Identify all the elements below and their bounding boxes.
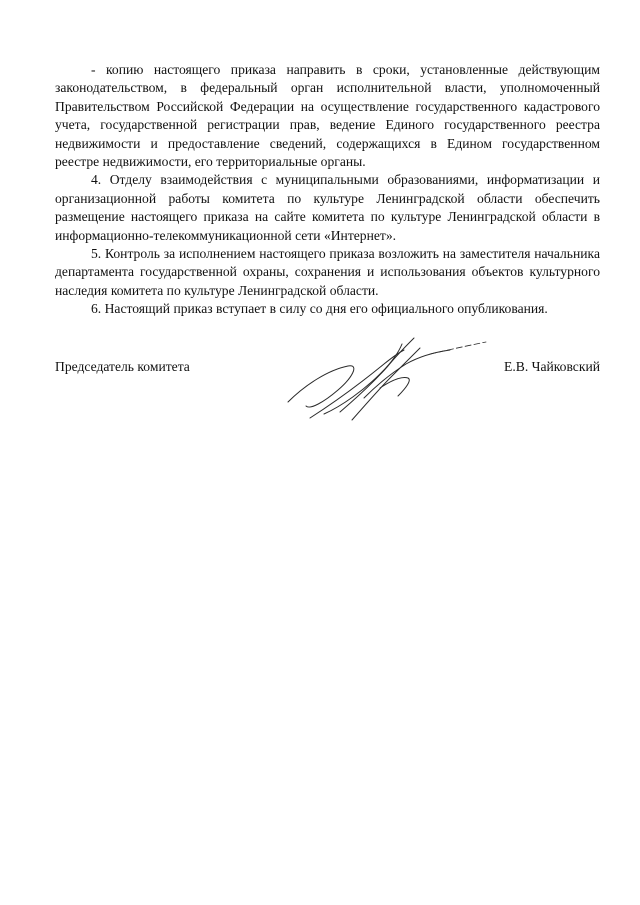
handwritten-signature xyxy=(280,330,495,430)
signatory-position: Председатель комитета xyxy=(55,359,190,374)
paragraph-item-6: 6. Настоящий приказ вступает в силу со дня его официального опубликования. xyxy=(91,301,548,317)
paragraph-item-5: 5. Контроль за исполнением настоящего приказа возложить на заместителя начальника департамента государственной охраны, сохранения и использования объектов культурного наследия комитета по культуре Ленинградской области. xyxy=(55,246,600,298)
document-body xyxy=(55,61,600,319)
paragraph-item-4: 4. Отделу взаимодействия с муниципальными образованиями, информатизации и организационной работы комитета по культуре Ленинградской области обеспечить размещение настоящего приказа на сайте комитета по культуре Ленинградской области в информационно-телекоммуникационной сети «Интернет». xyxy=(55,172,600,243)
signatory-name: Е.В. Чайковский xyxy=(504,359,600,374)
paragraph-cadastral-notice: - копию настоящего приказа направить в сроки, установленные действующим законодательством, в федеральный орган исполнительной власти, уполномоченный Правительством Российской Федерации на осуществление государственного кадастрового учета, государственной регистрации прав, ведение Единого государственного реестра недвижимости и предоставление сведений, содержащихся в Едином государственном реестре недвижимости, его территориальные органы. xyxy=(55,62,600,170)
